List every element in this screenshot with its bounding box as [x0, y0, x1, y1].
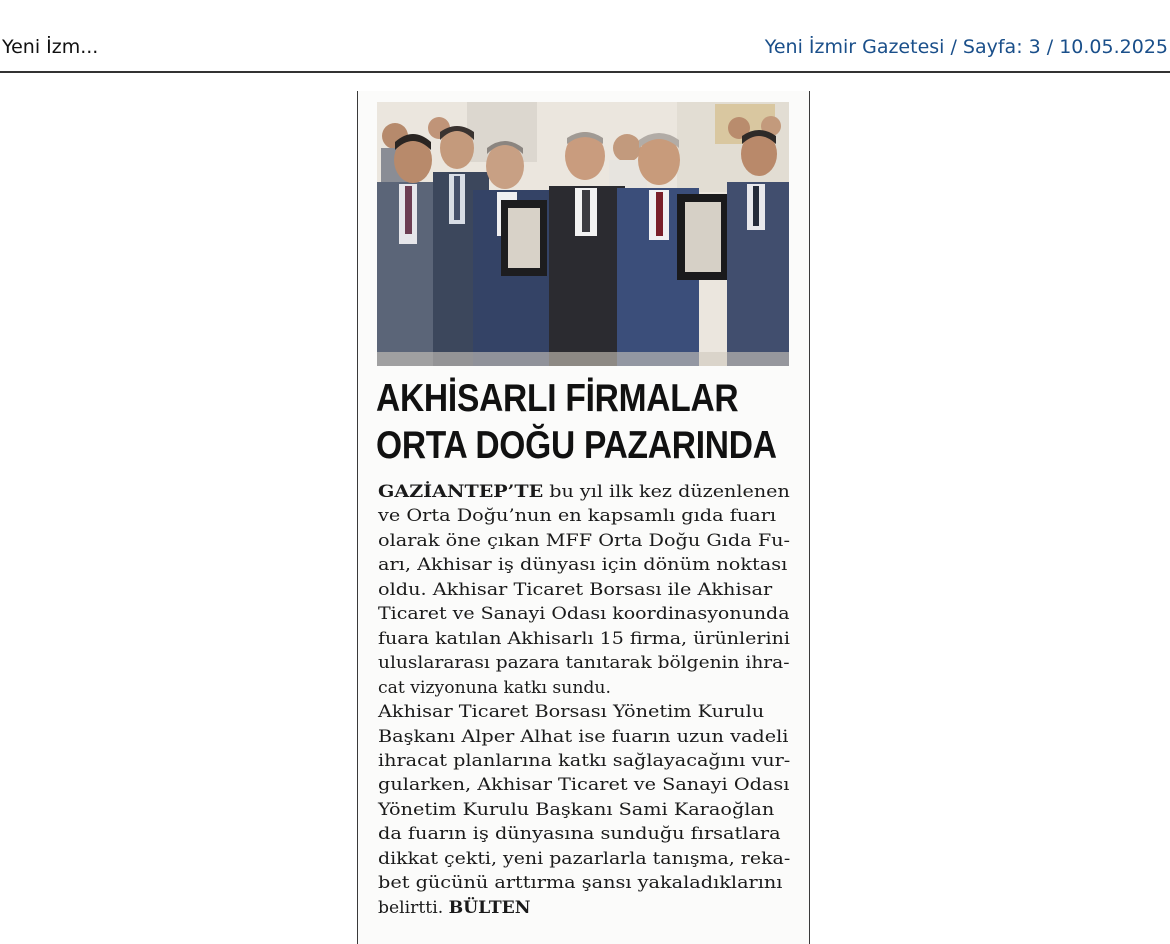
- article-dateline: GAZİANTEP’TE: [378, 482, 544, 502]
- body-line: bet gücünü arttırma şansı yakaladıklarını: [378, 873, 783, 894]
- article-body: [378, 480, 790, 920]
- headline-line-1: AKHİSARLI FİRMALAR: [376, 377, 739, 420]
- body-line: uluslararası pazara tanıtarak bölgenin ihra-: [378, 653, 790, 674]
- body-line: ihracat planlarına katkı sağlayacağını vur-: [378, 750, 791, 771]
- body-line: olarak öne çıkan MFF Orta Doğu Gıda Fu-: [378, 530, 791, 551]
- body-line: Yönetim Kurulu Başkanı Sami Karaoğlan: [378, 799, 775, 820]
- photo-group-icon: [377, 102, 789, 366]
- article-clipping: [357, 91, 810, 944]
- header-source-short: Yeni İzm...: [2, 36, 99, 58]
- body-line-text: belirtti.: [378, 897, 449, 918]
- body-line: da fuarın iş dünyasına sunduğu fırsatlara: [378, 824, 781, 845]
- body-line: arı, Akhisar iş dünyası için dönüm noktası: [378, 555, 788, 576]
- header-source-citation: Yeni İzmir Gazetesi / Sayfa: 3 / 10.05.2025: [764, 36, 1168, 58]
- headline-line-2: ORTA DOĞU PAZARINDA: [376, 424, 777, 467]
- body-line: Ticaret ve Sanayi Odası koordinasyonunda: [378, 604, 790, 625]
- body-line: cat vizyonuna katkı sundu.: [378, 677, 611, 698]
- body-line: Başkanı Alper Alhat ise fuarın uzun vadeli: [378, 726, 789, 747]
- body-line: gularken, Akhisar Ticaret ve Sanayi Odası: [378, 775, 790, 796]
- body-line: oldu. Akhisar Ticaret Borsası ile Akhisar: [378, 579, 773, 600]
- body-line: fuara katılan Akhisarlı 15 firma, ürünlerini: [378, 628, 790, 649]
- body-line-text: bu yıl ilk kez düzenlenen: [543, 482, 790, 502]
- body-line: [378, 896, 790, 920]
- header-divider: [0, 71, 1170, 73]
- body-line: [378, 480, 810, 504]
- body-line: Akhisar Ticaret Borsası Yönetim Kurulu: [378, 702, 765, 723]
- article-photo: [377, 102, 789, 366]
- article-signature: BÜLTEN: [448, 897, 531, 918]
- body-line: dikkat çekti, yeni pazarlarla tanışma, reka-: [378, 848, 791, 869]
- body-line: ve Orta Doğu’nun en kapsamlı gıda fuarı: [378, 506, 777, 527]
- article-headline: [376, 375, 777, 469]
